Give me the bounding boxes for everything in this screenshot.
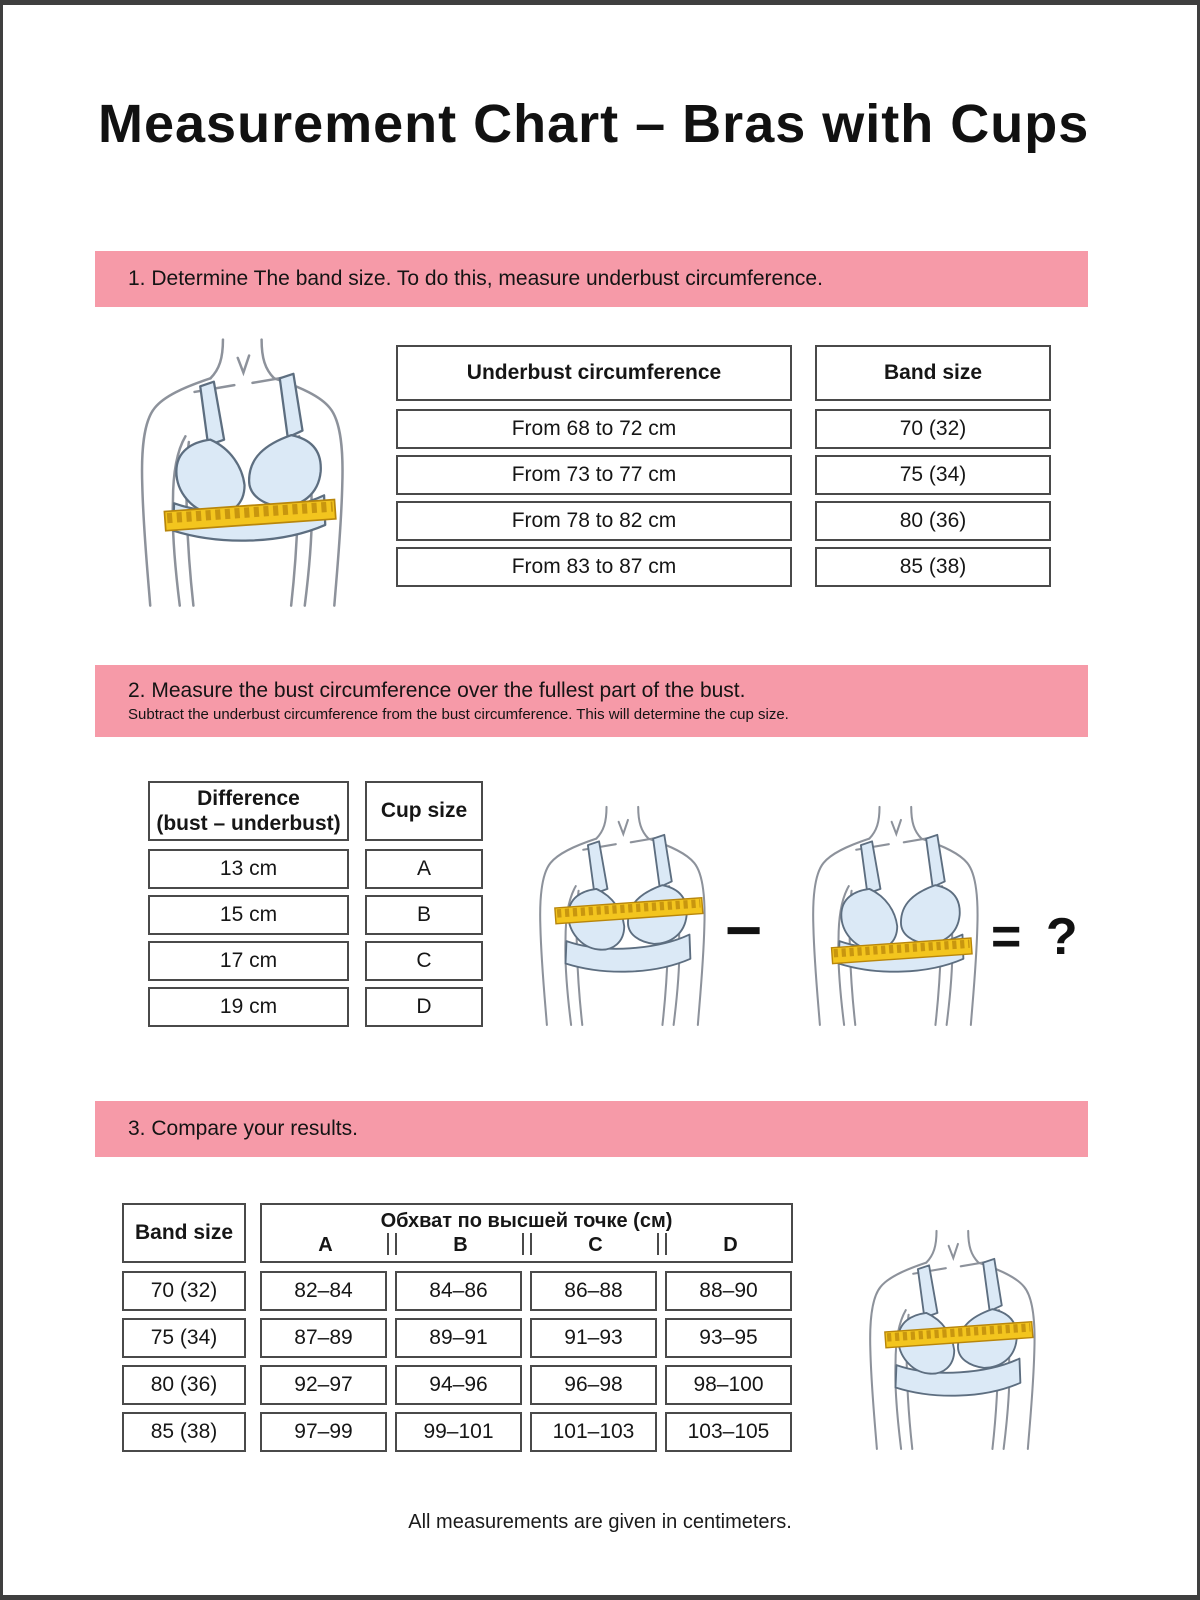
difference-header [148, 781, 349, 841]
underbust-circumference-header: Underbust circumference [396, 345, 792, 401]
range-cell: 99–101 [395, 1412, 522, 1452]
torso-bra-figure [813, 807, 977, 1025]
minus-sign: − [725, 894, 763, 966]
torso-bust-illustration [518, 803, 723, 1027]
range-cell: 86–88 [530, 1271, 657, 1311]
footer-note: All measurements are given in centimeters. [408, 1511, 792, 1533]
range-cell: 92–97 [260, 1365, 387, 1405]
band-size-cell: 75 (34) [815, 455, 1051, 495]
range-cell: 101–103 [530, 1412, 657, 1452]
torso-bust-illustration [848, 1227, 1053, 1451]
step1-banner [95, 251, 1088, 307]
band-size-cell: 80 (36) [122, 1365, 246, 1405]
underbust-range-cell: From 68 to 72 cm [396, 409, 792, 449]
step3-banner [95, 1101, 1088, 1157]
band-size-cell: 70 (32) [815, 409, 1051, 449]
torso-underbust-illustration [791, 803, 996, 1027]
underbust-range-cell: From 73 to 77 cm [396, 455, 792, 495]
band-size-header: Band size [122, 1203, 246, 1263]
range-cell: 89–91 [395, 1318, 522, 1358]
cup-size-cell: B [365, 895, 483, 935]
page-title: Measurement Chart – Bras with Cups [98, 94, 1090, 154]
cup-size-cell: A [365, 849, 483, 889]
underbust-range-cell: From 78 to 82 cm [396, 501, 792, 541]
difference-header-line2: (bust – underbust) [156, 812, 341, 835]
band-size-cell: 85 (38) [122, 1412, 246, 1452]
column-divider-tick [387, 1233, 389, 1255]
step2-banner-text: 2. Measure the bust circumference over the fullest part of the bust. [128, 679, 746, 702]
difference-header-line1: Difference [197, 786, 300, 810]
range-cell: 103–105 [665, 1412, 792, 1452]
range-cell: 82–84 [260, 1271, 387, 1311]
torso-bra-figure [142, 340, 343, 606]
range-cell: 97–99 [260, 1412, 387, 1452]
cup-size-header: Cup size [365, 781, 483, 841]
equals-question: = ? [991, 908, 1083, 966]
bust-circumference-header-title: Обхват по высшей точке (см) [380, 1210, 673, 1232]
band-size-header: Band size [815, 345, 1051, 401]
column-divider-tick [530, 1233, 532, 1255]
column-divider-tick [657, 1233, 659, 1255]
band-size-cell: 75 (34) [122, 1318, 246, 1358]
band-size-cell: 70 (32) [122, 1271, 246, 1311]
torso-underbust-illustration [115, 335, 365, 608]
step2-banner [95, 665, 1088, 737]
range-cell: 88–90 [665, 1271, 792, 1311]
range-cell: 84–86 [395, 1271, 522, 1311]
range-cell: 87–89 [260, 1318, 387, 1358]
cup-size-cell: C [365, 941, 483, 981]
cup-column-d: D [723, 1233, 738, 1256]
step3-banner-text: 3. Compare your results. [128, 1117, 358, 1140]
step1-banner-text: 1. Determine The band size. To do this, measure underbust circumference. [128, 267, 823, 290]
cup-column-c: C [588, 1233, 603, 1256]
step2-banner-subtext: Subtract the underbust circumference from the bust circumference. This will determine the cup size. [128, 706, 789, 723]
range-cell: 91–93 [530, 1318, 657, 1358]
cup-column-b: B [453, 1233, 468, 1256]
column-divider-tick [665, 1233, 667, 1255]
cup-column-a: A [318, 1233, 333, 1256]
column-divider-tick [395, 1233, 397, 1255]
column-divider-tick [522, 1233, 524, 1255]
difference-cell: 15 cm [148, 895, 349, 935]
difference-cell: 17 cm [148, 941, 349, 981]
range-cell: 93–95 [665, 1318, 792, 1358]
difference-cell: 13 cm [148, 849, 349, 889]
underbust-range-cell: From 83 to 87 cm [396, 547, 792, 587]
difference-cell: 19 cm [148, 987, 349, 1027]
range-cell: 98–100 [665, 1365, 792, 1405]
band-size-cell: 80 (36) [815, 501, 1051, 541]
bust-circumference-header [260, 1203, 793, 1263]
range-cell: 94–96 [395, 1365, 522, 1405]
band-size-cell: 85 (38) [815, 547, 1051, 587]
cup-size-cell: D [365, 987, 483, 1027]
cup-letter-row [262, 1232, 794, 1258]
range-cell: 96–98 [530, 1365, 657, 1405]
